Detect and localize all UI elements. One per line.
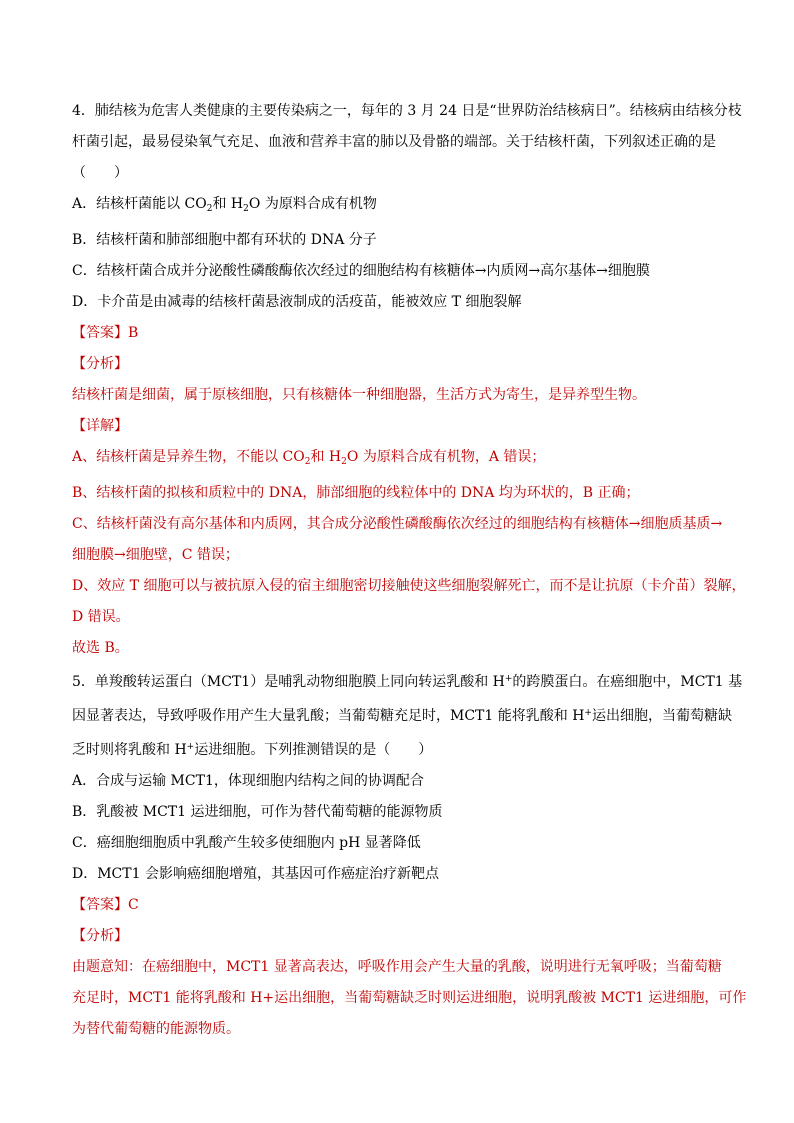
- q5-stem-line-2: 因显著表达，导致呼吸作用产生大量乳酸；当葡萄糖充足时，MCT1 能将乳酸和 H+运出细胞，当葡萄糖缺: [72, 708, 732, 724]
- answer-value: C: [128, 897, 139, 913]
- q5-option-b: B．乳酸被 MCT1 运进细胞，可作为替代葡萄糖的能源物质: [72, 804, 443, 820]
- answer-value: B: [128, 325, 139, 341]
- q5-analysis-line-3: 为替代葡萄糖的能源物质。: [72, 1021, 240, 1037]
- q5-analysis-line-1: 由题意知：在癌细胞中，MCT1 显著高表达，呼吸作用会产生大量的乳酸，说明进行无氧呼吸；当葡萄糖: [72, 959, 722, 975]
- q4-option-c: C．结核杆菌合成并分泌酸性磷酸酶依次经过的细胞结构有核糖体→内质网→高尔基体→细胞膜: [72, 263, 650, 279]
- q5-answer: [72, 890, 722, 921]
- q4-conclusion: 故选 B。: [72, 640, 129, 656]
- q4-analysis-label: 【分析】: [72, 356, 128, 372]
- answer-label: 【答案】: [72, 897, 128, 913]
- q4-option-a: A．结核杆菌能以 $CO_2$和 $H_2O$ 为原料合成有机物: [72, 196, 377, 214]
- q4-answer: [72, 318, 722, 349]
- document-page: [72, 96, 747, 1045]
- q4-detail-b: B、结核杆菌的拟核和质粒中的 DNA，肺部细胞的线粒体中的 DNA 均为环状的，B 正确；: [72, 485, 640, 501]
- q4-detail-label: 【详解】: [72, 418, 128, 434]
- q4-stem-line-2: 杆菌引起，最易侵染氧气充足、血液和营养丰富的肺以及骨骼的端部。关于结核杆菌，下列叙述正确的是: [72, 134, 716, 150]
- answer-label: 【答案】: [72, 325, 128, 341]
- q4-option-b: B．结核杆菌和肺部细胞中都有环状的 DNA 分子: [72, 232, 377, 248]
- q5-option-a: A．合成与运输 MCT1，体现细胞内结构之间的协调配合: [72, 773, 424, 789]
- q5-option-d: D．MCT1 会影响癌细胞增殖，其基因可作癌症治疗新靶点: [72, 866, 439, 882]
- q4-stem-line-1: 4．肺结核为危害人类健康的主要传染病之一，每年的 3 月 24 日是“世界防治结核病日”。结核病由结核分枝: [72, 103, 742, 119]
- q5-analysis-line-2: 充足时，MCT1 能将乳酸和 H+运出细胞，当葡萄糖缺乏时则运进细胞，说明乳酸被 MCT1 运进细胞，可作: [72, 990, 747, 1006]
- q4-option-d: D．卡介苗是由减毒的结核杆菌悬液制成的活疫苗，能被效应 T 细胞裂解: [72, 294, 522, 310]
- q4-analysis-text: 结核杆菌是细菌，属于原核细胞，只有核糖体一种细胞器，生活方式为寄生，是异养型生物。: [72, 387, 646, 403]
- q4-detail-d-line-1: D、效应 T 细胞可以与被抗原入侵的宿主细胞密切接触使这些细胞裂解死亡，而不是让抗原（卡介苗）裂解，: [72, 578, 746, 594]
- q4-detail-c-line-2: 细胞膜→细胞壁，C 错误；: [72, 547, 239, 563]
- q4-detail-a: A、结核杆菌是异养生物，不能以 $CO_2$和 $H_2O$ 为原料合成有机物，A 错误；: [72, 449, 546, 467]
- q4-detail-d-line-2: D 错误。: [72, 609, 130, 625]
- q5-analysis-label: 【分析】: [72, 928, 128, 944]
- q5-option-c: C．癌细胞细胞质中乳酸产生较多使细胞内 pH 显著降低: [72, 835, 421, 851]
- q5-stem-line-3: 乏时则将乳酸和 H+运进细胞。下列推测错误的是（ ）: [72, 742, 433, 758]
- q5-stem-line-1: 5．单羧酸转运蛋白（MCT1）是哺乳动物细胞膜上同向转运乳酸和 H+的跨膜蛋白。在癌细胞中，MCT1 基: [72, 674, 743, 690]
- q4-stem-line-3: （ ）: [72, 165, 128, 181]
- q4-detail-c-line-1: C、结核杆菌没有高尔基体和内质网，其合成分泌酸性磷酸酶依次经过的细胞结构有核糖体→细胞质基质→: [72, 516, 723, 532]
